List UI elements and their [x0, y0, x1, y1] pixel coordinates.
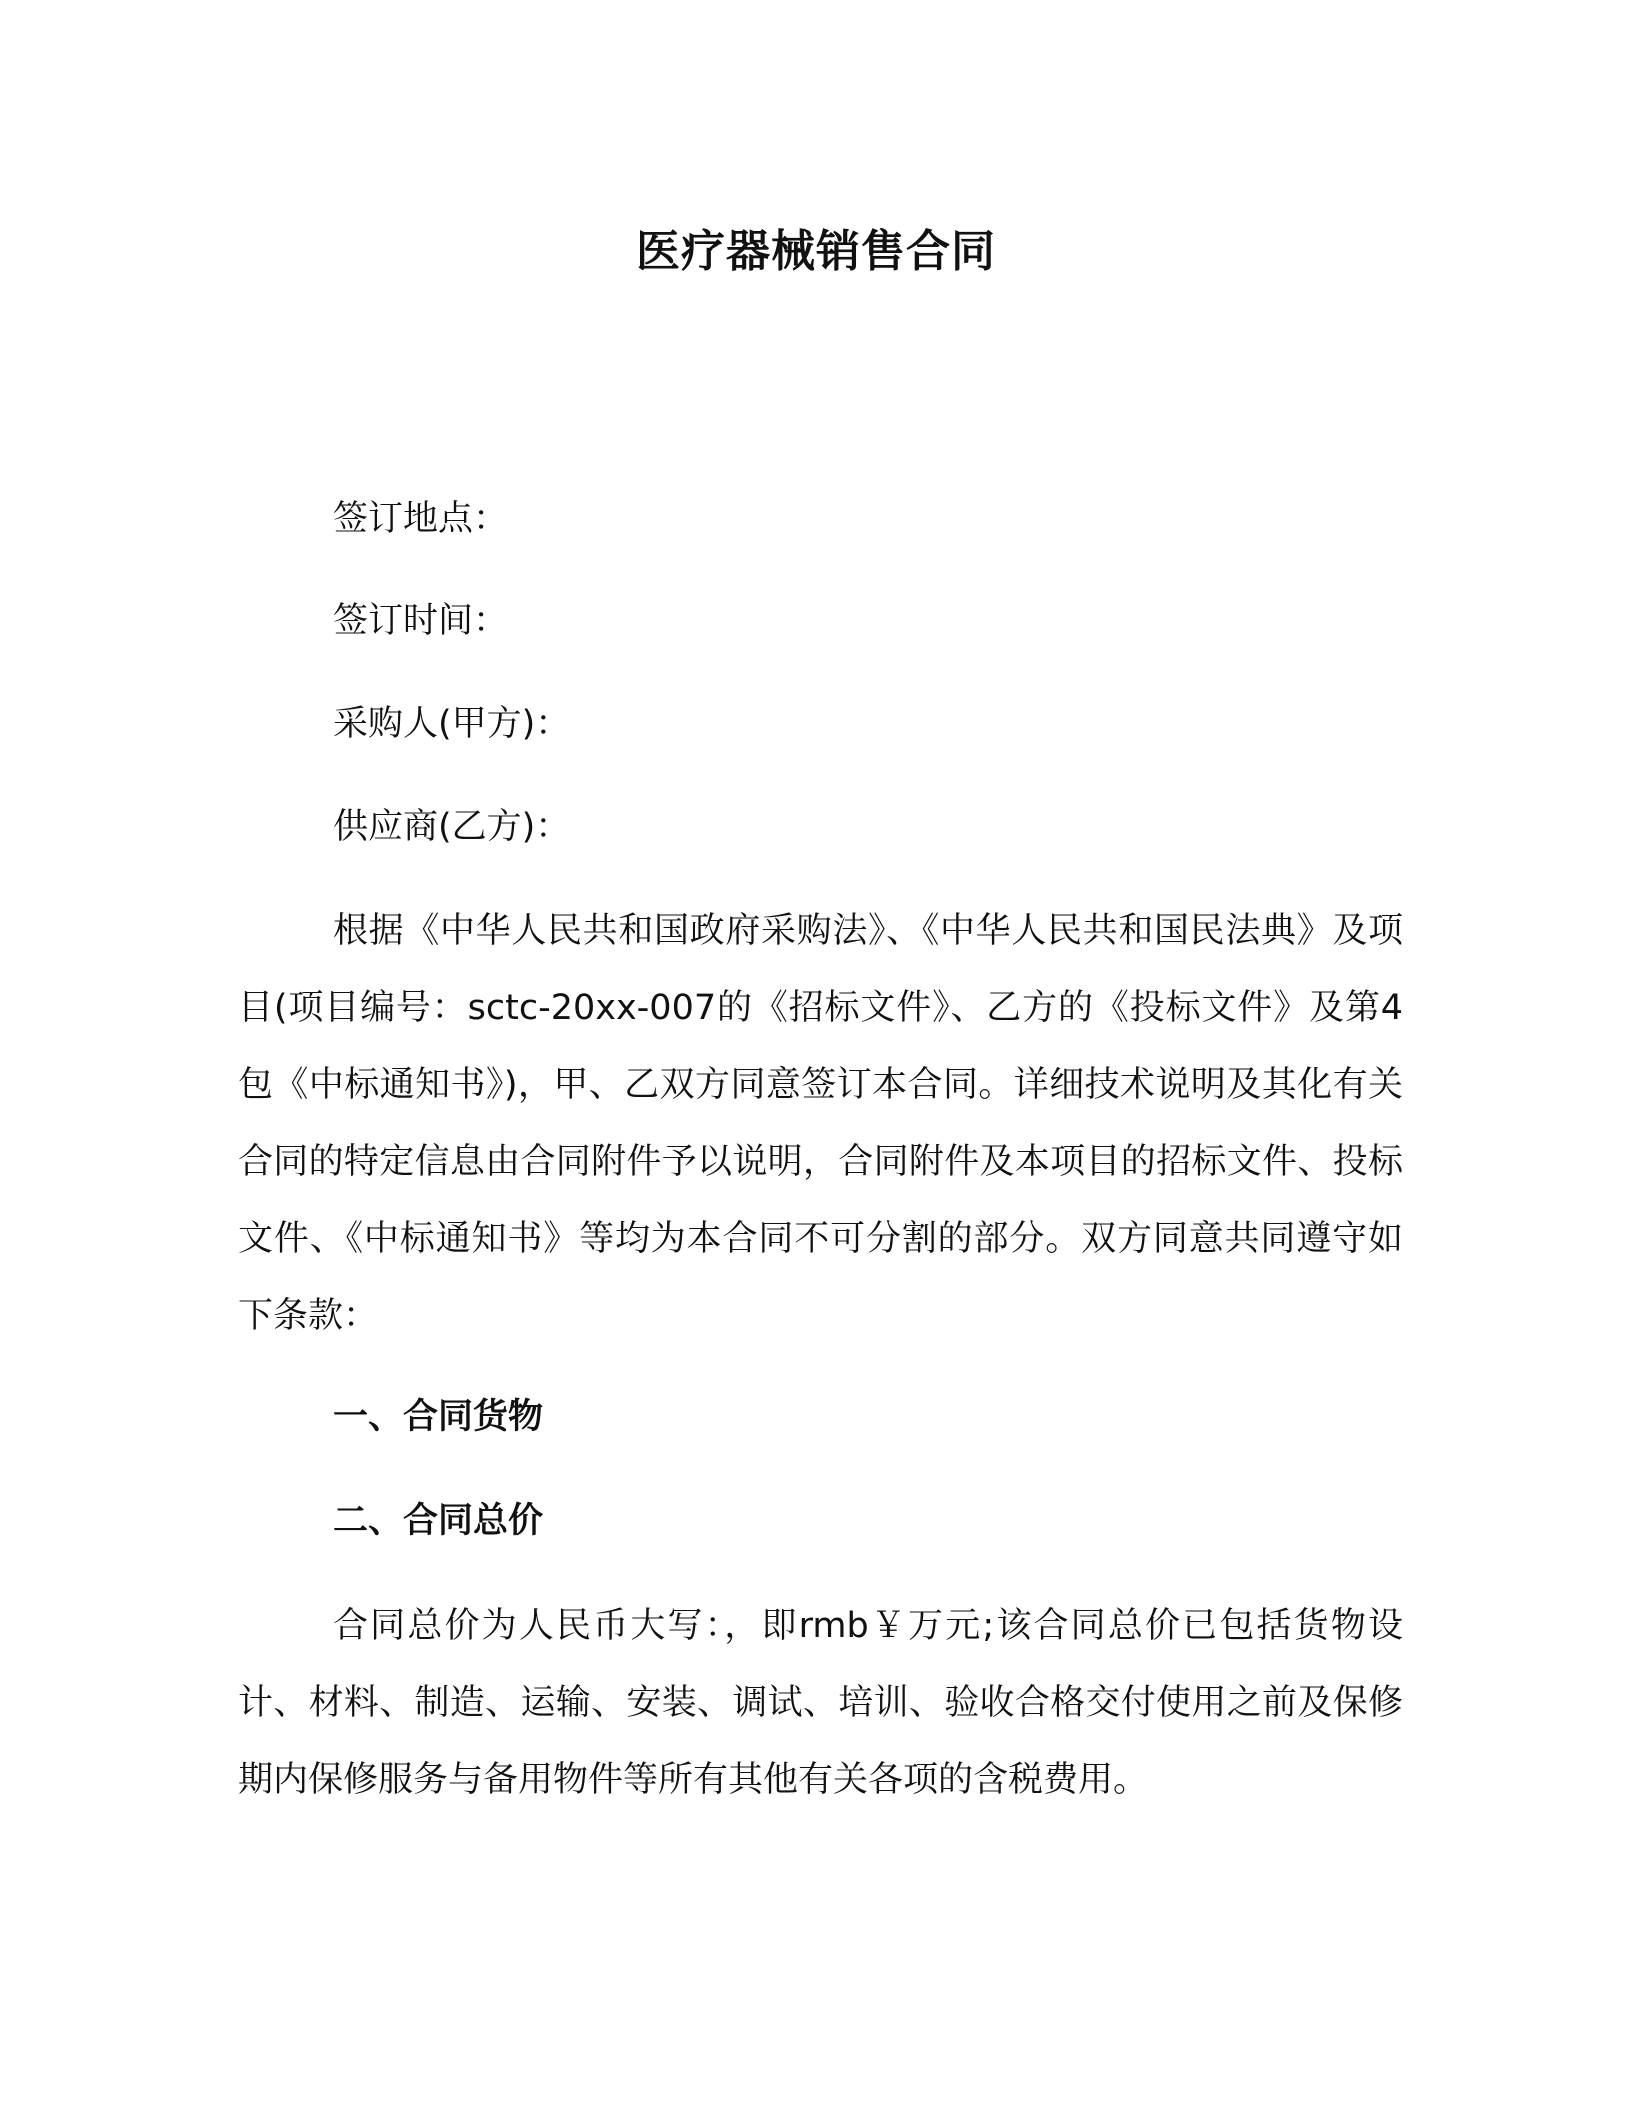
buyer-field: 采购人(甲方)：: [333, 704, 571, 744]
document-title: 医疗器械销售合同: [636, 226, 996, 277]
supplier-field: 供应商(乙方)：: [333, 807, 571, 847]
signing-time-field: 签订时间：: [333, 601, 509, 641]
signing-place-field: 签订地点：: [333, 499, 509, 539]
section-heading-goods: 一、合同货物: [333, 1397, 544, 1437]
intro-paragraph: 根据《中华人民共和国政府采购法》、《中华人民共和国民法典》及项目(项目编号：sctc-20xx-007的《招标文件》、乙方的《投标文件》及第4包《中标通知书》)，甲、乙双方同意签订本合同。详细技术说明及其化有关合同的特定信息由合同附件予以说明，合同附件及本项目的招标文件、投标文件、《中标通知书》等均为本合同不可分割的部分。双方同意共同遵守如下条款：: [238, 911, 1403, 1336]
section-heading-total-price: 二、合同总价: [333, 1501, 544, 1541]
price-paragraph: 合同总价为人民币大写：，即rmb￥万元;该合同总价已包括货物设计、材料、制造、运输、安装、调试、培训、验收合格交付使用之前及保修期内保修服务与备用物件等所有其他有关各项的含税费用。: [238, 1606, 1403, 1800]
